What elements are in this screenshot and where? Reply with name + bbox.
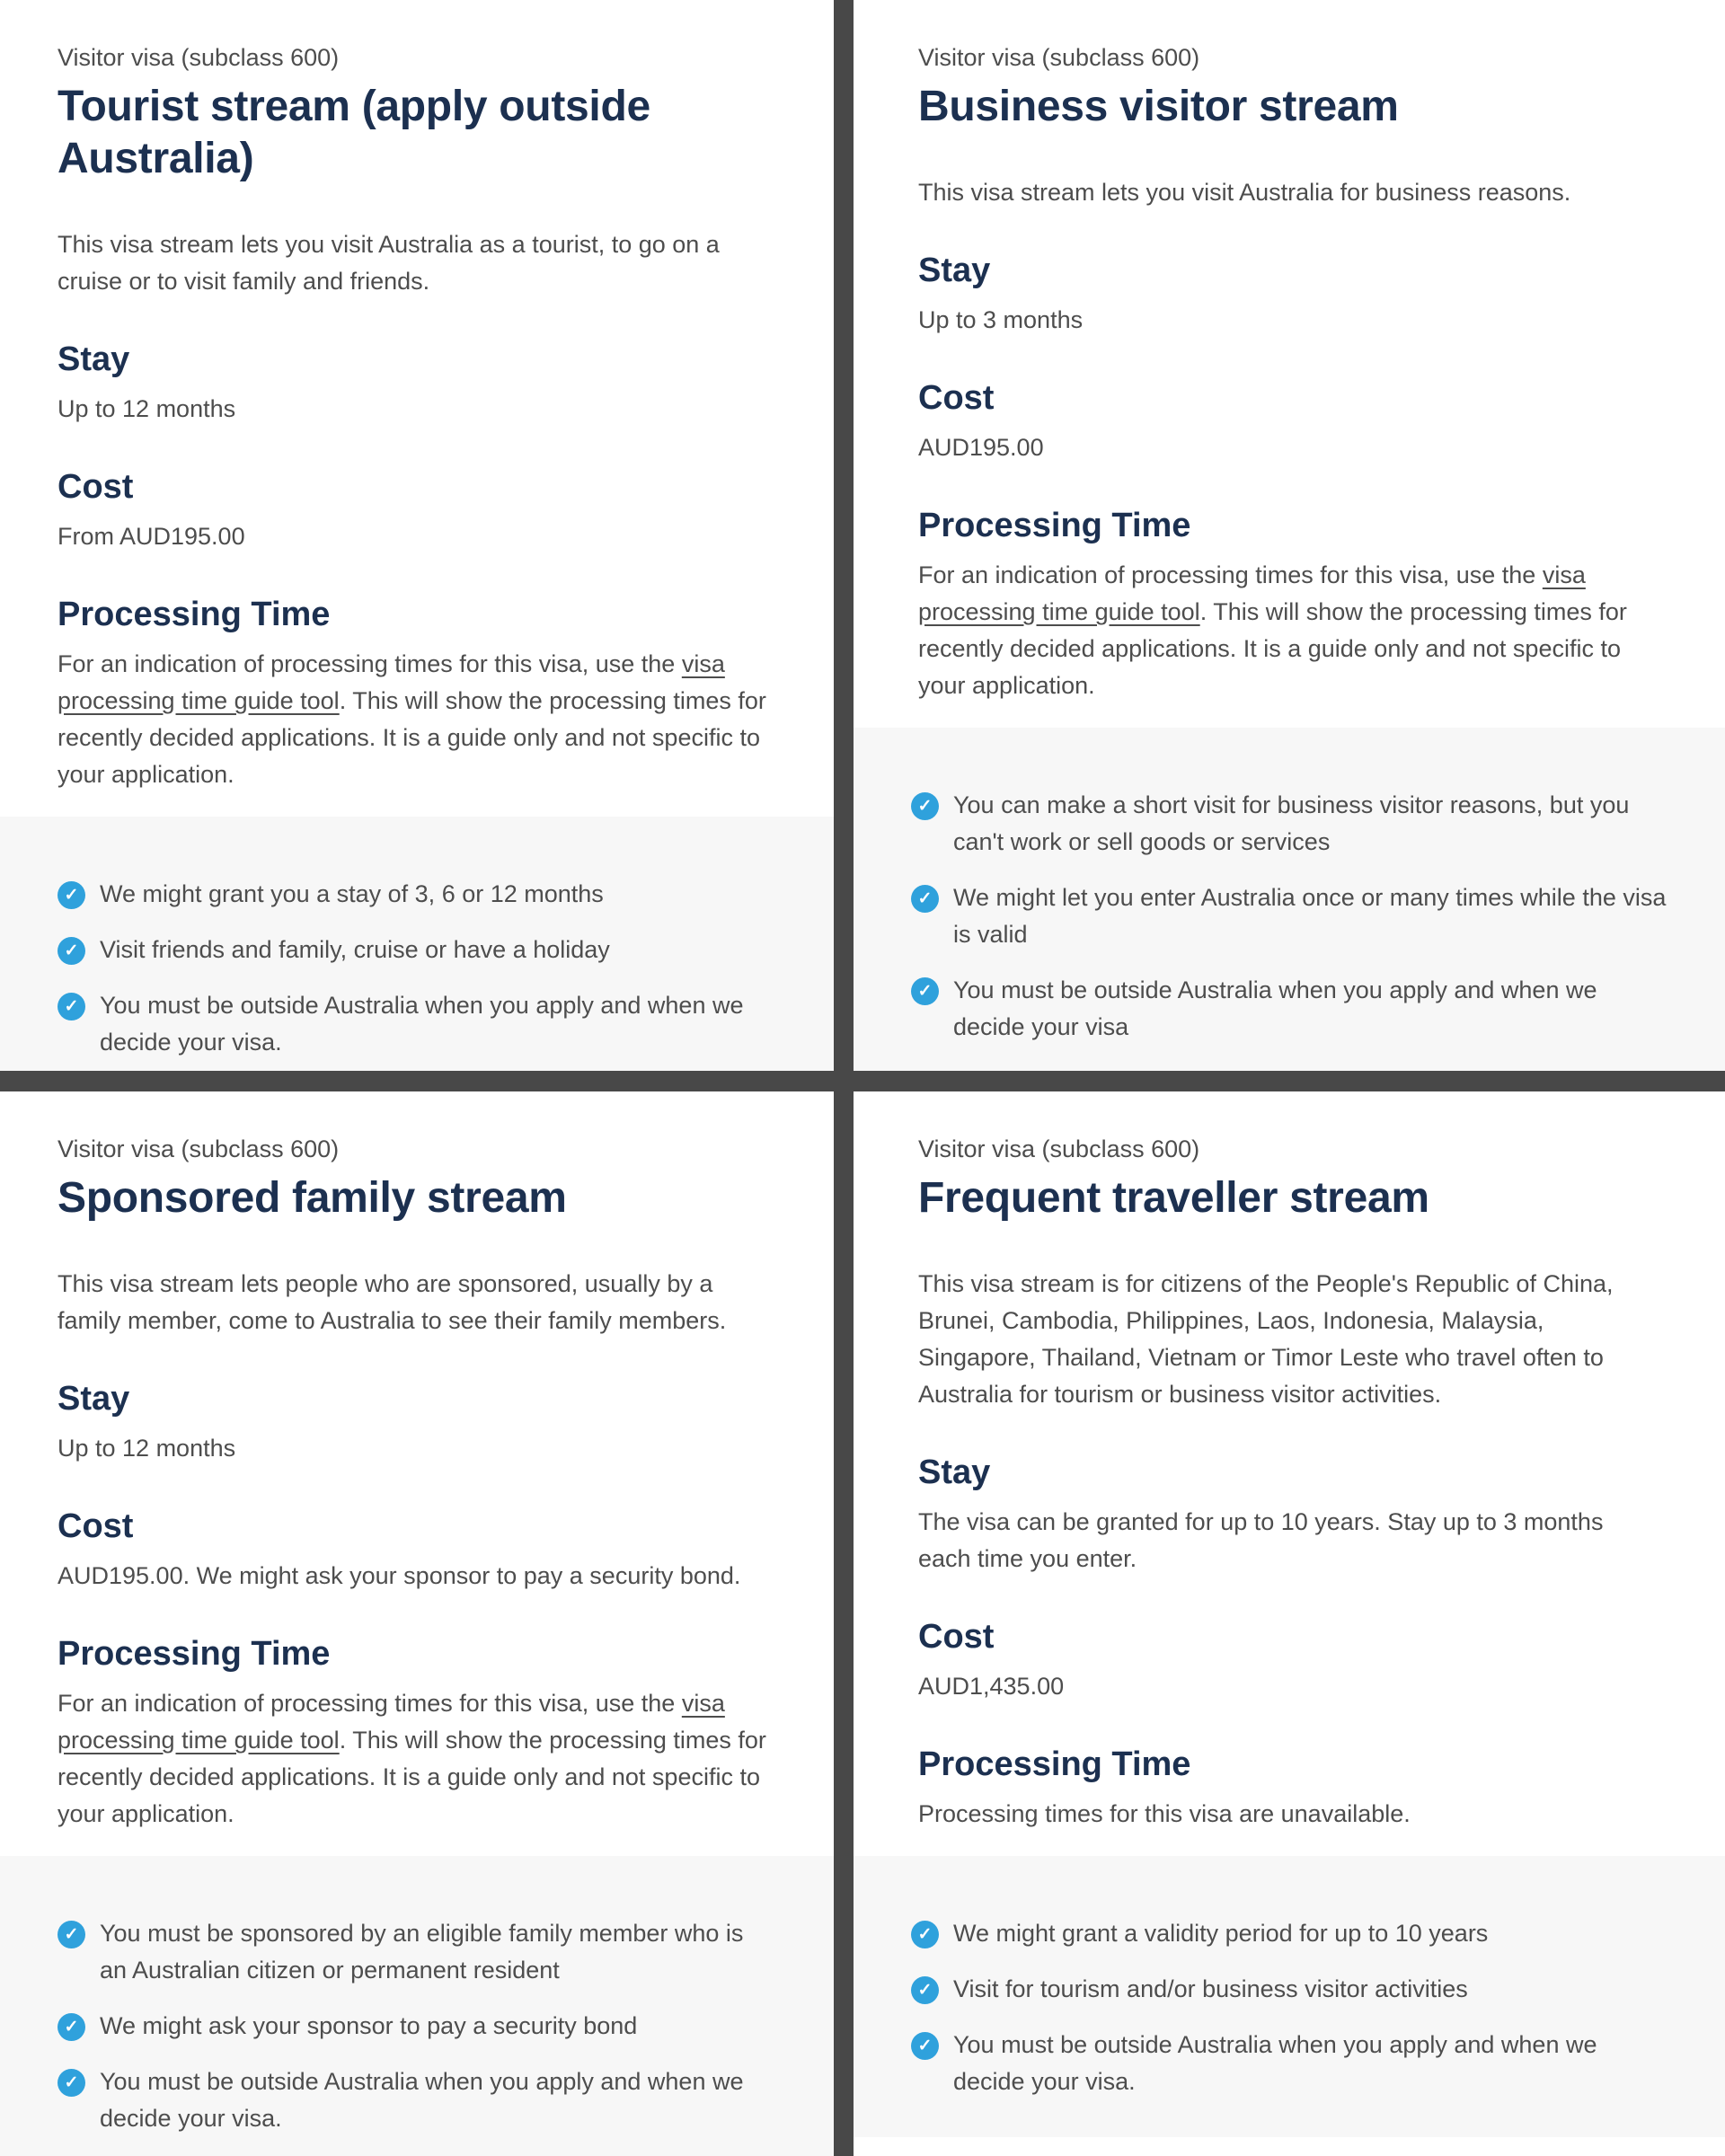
- card-content: [0, 0, 834, 817]
- stream-description: This visa stream is for citizens of the People's Republic of China, Brunei, Cambodia, Philippines, Laos, Indonesia, Malaysia, Singapore, Thailand, Vietnam or Timor Leste who travel often to Australia for tourism or business visitor activities.: [918, 1270, 1614, 1408]
- processing-time-heading: Processing Time: [58, 596, 331, 633]
- card-sponsored-family-stream: [0, 1091, 834, 2156]
- card-business-visitor-stream: [854, 0, 1725, 1071]
- key-points-panel: [854, 1856, 1725, 2137]
- stream-title: Frequent traveller stream: [918, 1174, 1429, 1222]
- processing-text-pre: For an indication of processing times for this visa, use the: [58, 650, 682, 677]
- cost-heading: Cost: [918, 379, 995, 417]
- card-frequent-traveller-stream: [854, 1091, 1725, 2156]
- key-points-list: [58, 1915, 776, 2137]
- processing-text-pre: Processing times for this visa are unavailable.: [918, 1800, 1411, 1827]
- check-icon: ✓: [911, 2032, 939, 2060]
- list-item: [911, 2027, 1668, 2100]
- card-bottom-margin: [854, 2137, 1725, 2156]
- processing-time-guide-link[interactable]: visa processing time guide tool: [918, 561, 1586, 625]
- processing-text-pre: For an indication of processing times for this visa, use the: [58, 1690, 682, 1717]
- key-point-text: Visit friends and family, cruise or have a holiday: [100, 936, 610, 963]
- stream-title: Tourist stream (apply outside Australia): [58, 83, 650, 182]
- stream-description: This visa stream lets you visit Australia as a tourist, to go on a cruise or to visit family and friends.: [58, 231, 720, 295]
- key-point-text: Visit for tourism and/or business visitor activities: [953, 1975, 1468, 2002]
- list-item: [911, 787, 1668, 861]
- cost-heading: Cost: [58, 1507, 134, 1545]
- list-item: [58, 987, 776, 1061]
- key-point-text: You must be outside Australia when you apply and when we decide your visa.: [100, 992, 744, 1056]
- check-icon: ✓: [911, 885, 939, 913]
- list-item: [58, 876, 776, 913]
- cost-heading: Cost: [58, 468, 134, 506]
- processing-time-heading: Processing Time: [58, 1635, 331, 1673]
- key-points-panel: [854, 728, 1725, 1071]
- processing-time-text: [58, 646, 776, 793]
- list-item: [911, 972, 1668, 1046]
- processing-time-heading: Processing Time: [918, 1745, 1191, 1783]
- check-icon: ✓: [58, 937, 85, 965]
- card-content: [854, 0, 1725, 728]
- key-points-list: [911, 1915, 1668, 2100]
- cost-value: AUD195.00. We might ask your sponsor to pay a security bond.: [58, 1562, 741, 1589]
- visa-subclass-label: Visitor visa (subclass 600): [918, 44, 1200, 71]
- check-icon: ✓: [911, 977, 939, 1005]
- processing-time-text: [58, 1685, 776, 1833]
- stay-value: Up to 12 months: [58, 1435, 236, 1462]
- key-point-text: We might let you enter Australia once or many times while the visa is valid: [953, 884, 1667, 948]
- stay-value: Up to 12 months: [58, 395, 236, 422]
- stream-description: This visa stream lets you visit Australia for business reasons.: [918, 179, 1571, 206]
- list-item: [911, 1915, 1668, 1952]
- card-content: [0, 1091, 834, 1856]
- stream-title: Sponsored family stream: [58, 1174, 567, 1222]
- key-points-list: [58, 876, 776, 1061]
- card-tourist-stream: [0, 0, 834, 1071]
- stay-value: The visa can be granted for up to 10 years. Stay up to 3 months each time you enter.: [918, 1508, 1604, 1572]
- cost-heading: Cost: [918, 1618, 995, 1656]
- list-item: [58, 932, 776, 968]
- stay-heading: Stay: [918, 1454, 991, 1491]
- check-icon: ✓: [911, 792, 939, 820]
- cost-value: From AUD195.00: [58, 523, 245, 550]
- card-content: [854, 1091, 1725, 1856]
- list-item: [58, 1915, 776, 1989]
- visa-subclass-label: Visitor visa (subclass 600): [918, 1135, 1200, 1162]
- visa-subclass-label: Visitor visa (subclass 600): [58, 44, 340, 71]
- processing-text-post: . This will show the processing times for recently decided applications. It is a guide only and not specific to your application.: [918, 598, 1627, 699]
- key-point-text: We might grant you a stay of 3, 6 or 12 months: [100, 880, 604, 907]
- key-point-text: You must be outside Australia when you apply and when we decide your visa.: [953, 2031, 1597, 2095]
- key-point-text: You must be outside Australia when you apply and when we decide your visa: [953, 976, 1597, 1040]
- check-icon: ✓: [58, 2013, 85, 2041]
- processing-time-text: [918, 557, 1650, 704]
- check-icon: ✓: [911, 1921, 939, 1948]
- processing-text-post: . This will show the processing times for recently decided applications. It is a guide only and not specific to your application.: [58, 687, 766, 788]
- cost-value: AUD1,435.00: [918, 1673, 1065, 1700]
- cost-value: AUD195.00: [918, 434, 1044, 461]
- list-item: [58, 2063, 776, 2137]
- processing-text-post: . This will show the processing times for recently decided applications. It is a guide only and not specific to your application.: [58, 1727, 766, 1827]
- processing-time-guide-link[interactable]: visa processing time guide tool: [58, 1690, 725, 1754]
- processing-text-pre: For an indication of processing times for this visa, use the: [918, 561, 1543, 588]
- stream-description: This visa stream lets people who are sponsored, usually by a family member, come to Australia to see their family members.: [58, 1270, 727, 1334]
- list-item: [911, 1971, 1668, 2008]
- key-points-list: [911, 787, 1668, 1046]
- processing-time-heading: Processing Time: [918, 507, 1191, 544]
- check-icon: ✓: [58, 2069, 85, 2097]
- stream-title: Business visitor stream: [918, 83, 1399, 130]
- processing-time-text: [918, 1796, 1650, 1833]
- stay-heading: Stay: [58, 340, 130, 378]
- key-points-panel: [0, 1856, 834, 2156]
- key-point-text: We might grant a validity period for up to 10 years: [953, 1920, 1489, 1947]
- stay-heading: Stay: [58, 1380, 130, 1418]
- key-point-text: We might ask your sponsor to pay a security bond: [100, 2012, 638, 2039]
- processing-time-guide-link[interactable]: visa processing time guide tool: [58, 650, 725, 714]
- check-icon: ✓: [58, 881, 85, 909]
- visa-subclass-label: Visitor visa (subclass 600): [58, 1135, 340, 1162]
- key-points-panel: [0, 817, 834, 1071]
- check-icon: ✓: [58, 993, 85, 1021]
- key-point-text: You can make a short visit for business visitor reasons, but you can't work or sell goods or services: [953, 791, 1630, 855]
- check-icon: ✓: [911, 1976, 939, 2004]
- list-item: [58, 2008, 776, 2045]
- stay-heading: Stay: [918, 252, 991, 289]
- key-point-text: You must be sponsored by an eligible family member who is an Australian citizen or permanent resident: [100, 1920, 744, 1984]
- stay-value: Up to 3 months: [918, 306, 1084, 333]
- list-item: [911, 879, 1668, 953]
- key-point-text: You must be outside Australia when you apply and when we decide your visa.: [100, 2068, 744, 2132]
- check-icon: ✓: [58, 1921, 85, 1948]
